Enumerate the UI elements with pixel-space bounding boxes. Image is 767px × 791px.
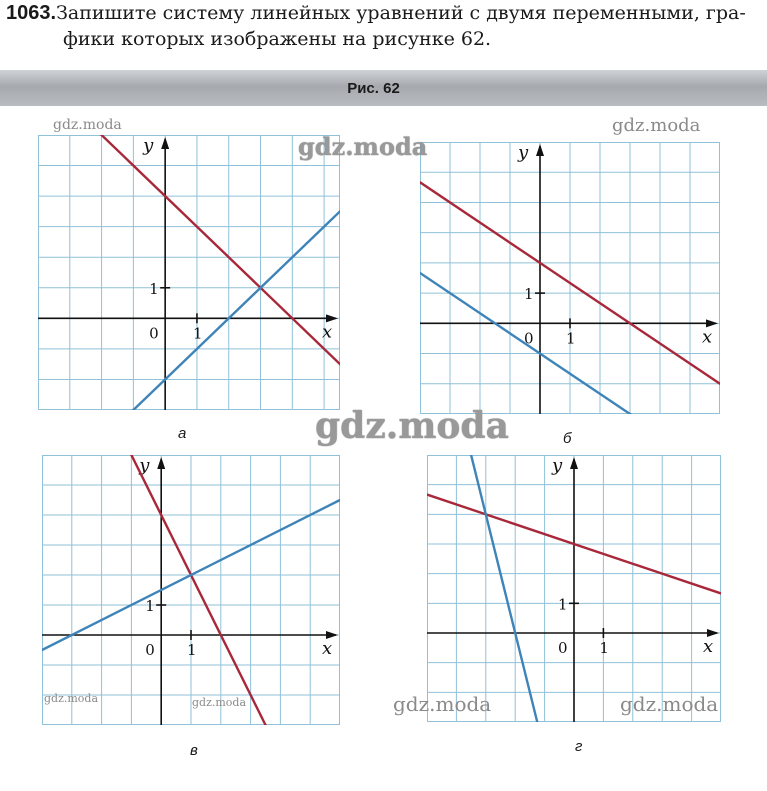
x-axis-label: x	[703, 636, 714, 657]
origin-label: 0	[558, 639, 568, 657]
y-axis-label: y	[552, 455, 563, 476]
x-axis-label: x	[702, 326, 713, 348]
graph-panel-b	[420, 142, 720, 414]
x-axis-label: x	[322, 321, 333, 343]
watermark-bottom-right-2: gdz.moda	[620, 692, 719, 716]
graph-panel-a	[38, 135, 340, 410]
red-line	[38, 135, 340, 364]
y-axis-label: y	[143, 135, 154, 156]
graph-panel-v	[42, 455, 340, 725]
x-tick-1-label: 1	[599, 639, 609, 657]
y-axis-label: y	[518, 142, 529, 163]
caption-g: г	[575, 738, 583, 755]
y-tick-1-label: 1	[524, 285, 534, 304]
task-number: 1063.	[6, 2, 57, 24]
grid	[42, 455, 340, 725]
watermark-bottom-right-1: gdz.moda	[393, 692, 492, 716]
x-tick-1-label: 1	[187, 641, 197, 659]
caption-b: б	[563, 430, 572, 447]
grid	[38, 135, 340, 410]
caption-a: а	[178, 425, 187, 442]
origin-label: 0	[145, 641, 155, 659]
y-axis-arrow	[161, 137, 169, 149]
x-axis-label: x	[322, 638, 333, 659]
grid-border	[39, 136, 340, 410]
watermark-top-left: gdz.moda	[53, 117, 122, 133]
task-line-1: Запишите систему линейных уравнений с двумя переменными, гра-	[56, 2, 746, 24]
figure-title: Рис. 62	[347, 80, 400, 97]
y-axis-arrow	[570, 457, 578, 469]
y-axis-label: y	[139, 455, 150, 476]
x-tick-1-label: 1	[566, 329, 576, 348]
task-text	[6, 0, 766, 52]
origin-label: 0	[524, 329, 534, 348]
graph-panel-g	[427, 455, 721, 722]
watermark-top-right: gdz.moda	[612, 115, 701, 136]
watermark-bottom-left: gdz.moda	[44, 692, 99, 705]
watermark-center: gdz.moda	[315, 405, 509, 447]
watermark-bottom-center: gdz.moda	[192, 696, 247, 709]
caption-v: в	[190, 742, 198, 759]
y-tick-1-label: 1	[145, 597, 155, 615]
y-tick-1-label: 1	[558, 595, 568, 614]
y-tick-1-label: 1	[149, 279, 159, 298]
y-axis-arrow	[157, 457, 165, 469]
task-line-2: фики которых изображены на рисунке 62.	[63, 28, 492, 50]
blue-line	[38, 211, 340, 410]
watermark-top-center: gdz.moda	[298, 132, 428, 161]
y-axis-arrow	[536, 144, 544, 156]
origin-label: 0	[149, 324, 159, 343]
x-tick-1-label: 1	[192, 324, 203, 343]
